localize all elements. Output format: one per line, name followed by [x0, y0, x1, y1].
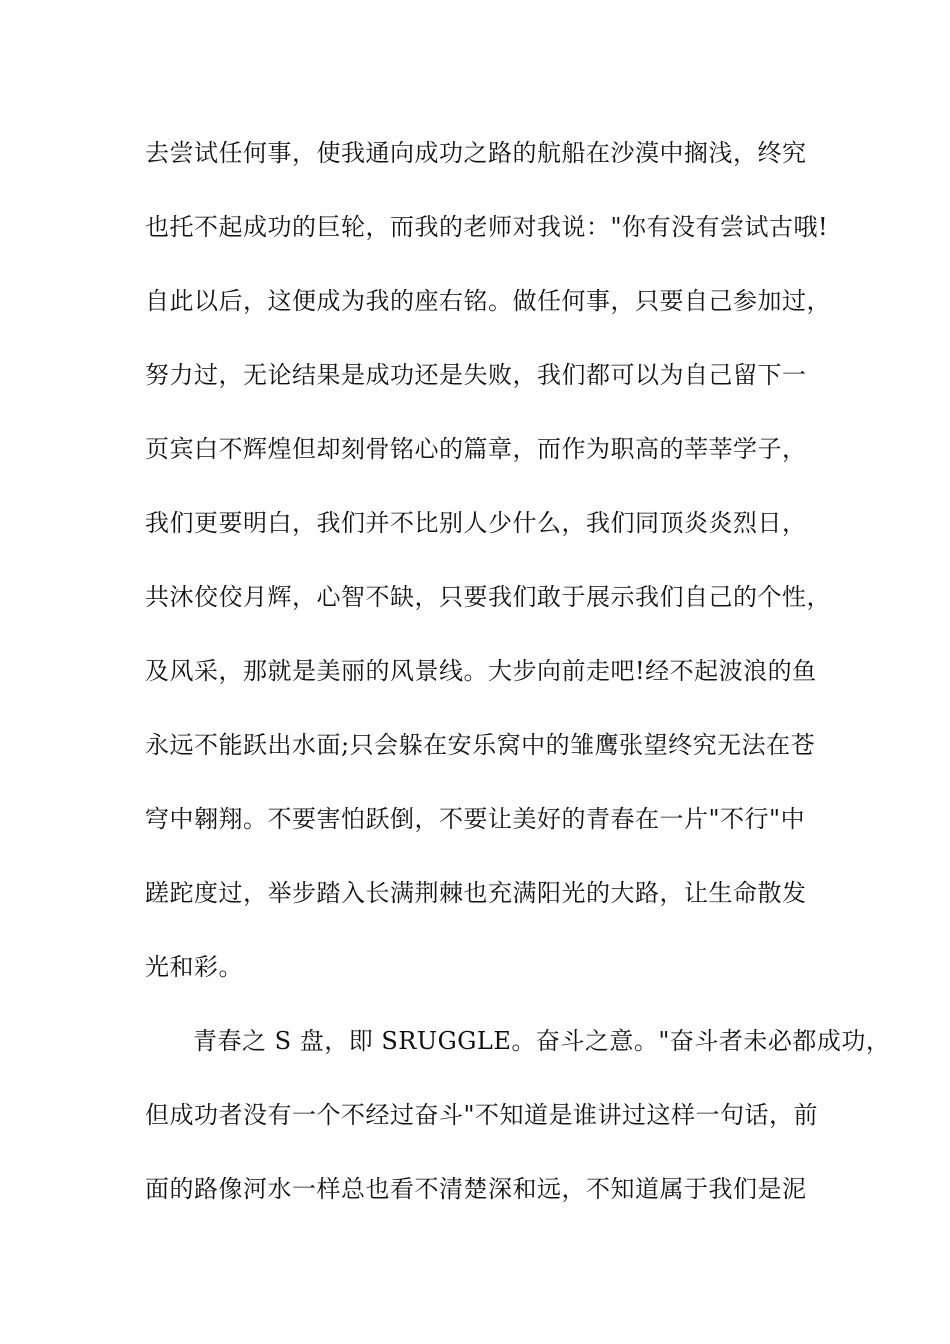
text-line-6: 我们更要明白，我们并不比别人少什么，我们同顶炎炎烈日，	[145, 509, 807, 537]
text-line-7: 共沐佼佼月辉，心智不缺，只要我们敢于展示我们自己的个性，	[145, 583, 831, 611]
text-line-11: 蹉跎度过，举步踏入长满荆棘也充满阳光的大路，让生命散发	[145, 879, 807, 907]
text-line-14: 但成功者没有一个不经过奋斗"不知道是谁讲过这样一句话，前	[145, 1101, 819, 1129]
text-line-5: 页宾白不辉煌但却刻骨铭心的篇章，而作为职高的莘莘学子，	[145, 435, 807, 463]
text-line-8: 及风采，那就是美丽的风景线。大步向前走吧!经不起波浪的鱼	[145, 657, 817, 685]
text-line-4: 努力过，无论结果是成功还是失败，我们都可以为自己留下一	[145, 361, 807, 389]
text-line-2: 也托不起成功的巨轮，而我的老师对我说："你有没有尝试古哦!	[145, 213, 829, 241]
text-line-9: 永远不能跃出水面;只会躲在安乐窝中的雏鹰张望终究无法在苍	[145, 731, 816, 759]
text-line-3: 自此以后，这便成为我的座右铭。做任何事，只要自己参加过，	[145, 287, 831, 315]
text-line-1: 去尝试任何事，使我通向成功之路的航船在沙漠中搁浅，终究	[145, 139, 807, 167]
text-line-13: 青春之 S 盘，即 SRUGGLE。奋斗之意。"奋斗者未必都成功，	[193, 1027, 891, 1055]
text-line-15: 面的路像河水一样总也看不清楚深和远，不知道属于我们是泥	[145, 1175, 807, 1203]
text-line-10: 穹中翱翔。不要害怕跃倒，不要让美好的青春在一片"不行"中	[145, 805, 806, 833]
text-line-12: 光和彩。	[145, 953, 243, 981]
